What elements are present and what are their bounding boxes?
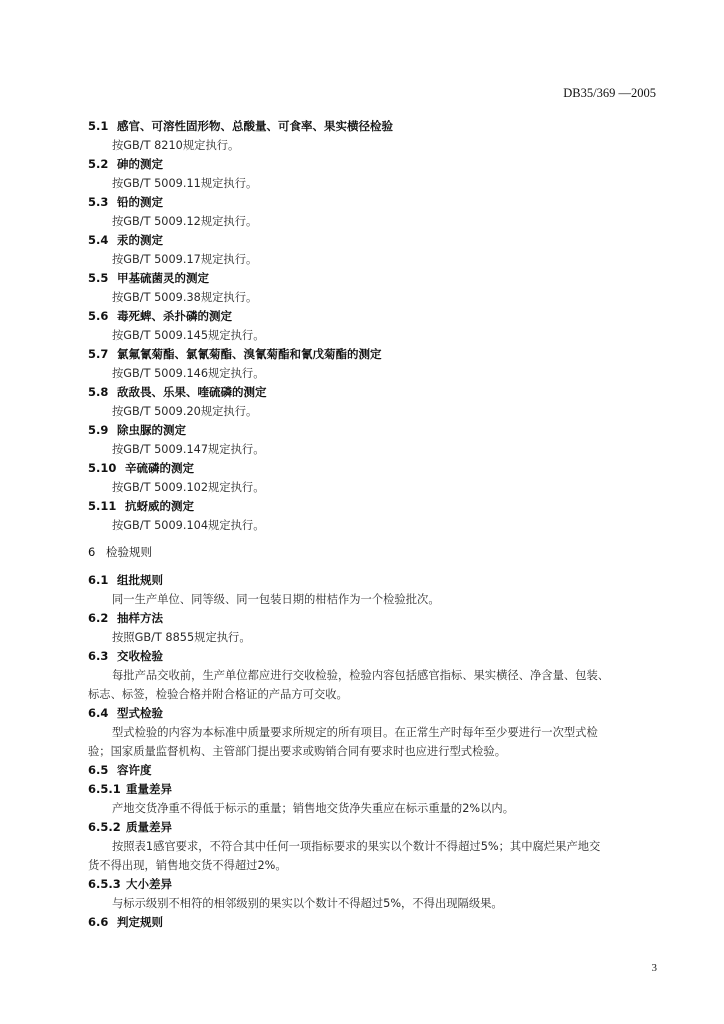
chapter-number: 6 bbox=[88, 545, 96, 559]
section-title: 重量差异 bbox=[126, 782, 172, 796]
section-body: 按GB/T 5009.12规定执行。 bbox=[112, 215, 258, 228]
section-title: 辛硫磷的测定 bbox=[125, 461, 194, 475]
section-body: 按GB/T 5009.146规定执行。 bbox=[112, 367, 265, 380]
section-title: 大小差异 bbox=[126, 877, 172, 891]
section-body: 按GB/T 5009.11规定执行。 bbox=[112, 177, 258, 190]
section-number: 6.5 bbox=[88, 763, 109, 777]
section-5-9 bbox=[88, 421, 658, 459]
section-body: 按GB/T 5009.147规定执行。 bbox=[112, 443, 265, 456]
section-6-2 bbox=[88, 609, 658, 647]
section-paragraph: 每批产品交收前，生产单位都应进行交收检验，检验内容包括感官指标、果实横径、净含量、包装、 标志、标签，检验合格并附合格证的产品方可交收。 bbox=[88, 669, 610, 701]
chapter-title: 检验规则 bbox=[106, 545, 152, 559]
section-6-5-2 bbox=[88, 818, 658, 875]
chapter-6-heading bbox=[88, 543, 658, 562]
section-number: 5.3 bbox=[88, 195, 109, 209]
section-6-5-1 bbox=[88, 780, 658, 818]
section-5-11 bbox=[88, 497, 658, 535]
section-number: 5.9 bbox=[88, 423, 109, 437]
section-paragraph: 产地交货净重不得低于标示的重量；销售地交货净失重应在标示重量的2%以内。 bbox=[112, 802, 515, 815]
section-5-3 bbox=[88, 193, 658, 231]
section-number: 6.5.3 bbox=[88, 877, 121, 891]
section-title: 汞的测定 bbox=[117, 233, 163, 247]
section-paragraph: 同一生产单位、同等级、同一包装日期的柑桔作为一个检验批次。 bbox=[112, 593, 440, 606]
section-title: 组批规则 bbox=[117, 573, 163, 587]
section-title: 抗蚜威的测定 bbox=[125, 499, 194, 513]
section-6-3 bbox=[88, 647, 658, 704]
section-title: 质量差异 bbox=[126, 820, 172, 834]
section-paragraph: 按照表1感官要求，不符合其中任何一项指标要求的果实以个数计不得超过5%；其中腐烂果产地交 货不得出现，销售地交货不得超过2%。 bbox=[88, 840, 601, 872]
section-title: 交收检验 bbox=[117, 649, 163, 663]
section-5-8 bbox=[88, 383, 658, 421]
section-body: 按GB/T 8210规定执行。 bbox=[112, 139, 240, 152]
section-paragraph: 与标示级别不相符的相邻级别的果实以个数计不得超过5%，不得出现隔级果。 bbox=[112, 897, 503, 910]
section-number: 5.5 bbox=[88, 271, 109, 285]
section-number: 5.1 bbox=[88, 119, 109, 133]
section-number: 5.2 bbox=[88, 157, 109, 171]
section-title: 甲基硫菌灵的测定 bbox=[117, 271, 209, 285]
section-number: 6.1 bbox=[88, 573, 109, 587]
section-number: 5.4 bbox=[88, 233, 109, 247]
section-number: 5.7 bbox=[88, 347, 109, 361]
section-title: 砷的测定 bbox=[117, 157, 163, 171]
section-number: 6.5.1 bbox=[88, 782, 121, 796]
section-number: 6.3 bbox=[88, 649, 109, 663]
section-5-10 bbox=[88, 459, 658, 497]
section-6-4 bbox=[88, 704, 658, 761]
section-5-1 bbox=[88, 117, 658, 155]
section-5-7 bbox=[88, 345, 658, 383]
section-title: 判定规则 bbox=[117, 915, 163, 929]
page-content bbox=[88, 117, 658, 932]
section-title: 型式检验 bbox=[117, 706, 163, 720]
section-5-5 bbox=[88, 269, 658, 307]
section-number: 5.11 bbox=[88, 499, 117, 513]
section-6-5 bbox=[88, 761, 658, 780]
section-number: 5.8 bbox=[88, 385, 109, 399]
section-title: 毒死蜱、杀扑磷的测定 bbox=[117, 309, 232, 323]
section-title: 敌敌畏、乐果、喹硫磷的测定 bbox=[117, 385, 267, 399]
section-6-5-3 bbox=[88, 875, 658, 913]
section-6-1 bbox=[88, 571, 658, 609]
section-5-6 bbox=[88, 307, 658, 345]
section-body: 按GB/T 5009.104规定执行。 bbox=[112, 519, 265, 532]
section-5-2 bbox=[88, 155, 658, 193]
section-title: 抽样方法 bbox=[117, 611, 163, 625]
section-number: 6.5.2 bbox=[88, 820, 121, 834]
section-number: 5.10 bbox=[88, 461, 117, 475]
section-body: 按GB/T 5009.145规定执行。 bbox=[112, 329, 265, 342]
section-body: 按GB/T 5009.17规定执行。 bbox=[112, 253, 258, 266]
section-title: 容许度 bbox=[117, 763, 152, 777]
section-title: 感官、可溶性固形物、总酸量、可食率、果实横径检验 bbox=[117, 119, 393, 133]
section-body: 按GB/T 5009.20规定执行。 bbox=[112, 405, 258, 418]
section-5-list bbox=[88, 117, 658, 535]
section-paragraph: 按照GB/T 8855规定执行。 bbox=[112, 631, 251, 644]
section-number: 6.6 bbox=[88, 915, 109, 929]
section-title: 除虫脲的测定 bbox=[117, 423, 186, 437]
section-title: 氯氟氰菊酯、氯氰菊酯、溴氰菊酯和氰戊菊酯的测定 bbox=[117, 347, 382, 361]
section-body: 按GB/T 5009.38规定执行。 bbox=[112, 291, 258, 304]
document-code: DB35/369 —2005 bbox=[563, 86, 656, 100]
section-number: 5.6 bbox=[88, 309, 109, 323]
section-title: 铅的测定 bbox=[117, 195, 163, 209]
section-6-6 bbox=[88, 913, 658, 932]
page-number: 3 bbox=[651, 962, 657, 974]
section-5-4 bbox=[88, 231, 658, 269]
section-number: 6.2 bbox=[88, 611, 109, 625]
section-number: 6.4 bbox=[88, 706, 109, 720]
section-body: 按GB/T 5009.102规定执行。 bbox=[112, 481, 265, 494]
section-paragraph: 型式检验的内容为本标准中质量要求所规定的所有项目。在正常生产时每年至少要进行一次型式检 验；国家质量监督机构、主管部门提出要求或购销合同有要求时也应进行型式检验。 bbox=[88, 726, 598, 758]
